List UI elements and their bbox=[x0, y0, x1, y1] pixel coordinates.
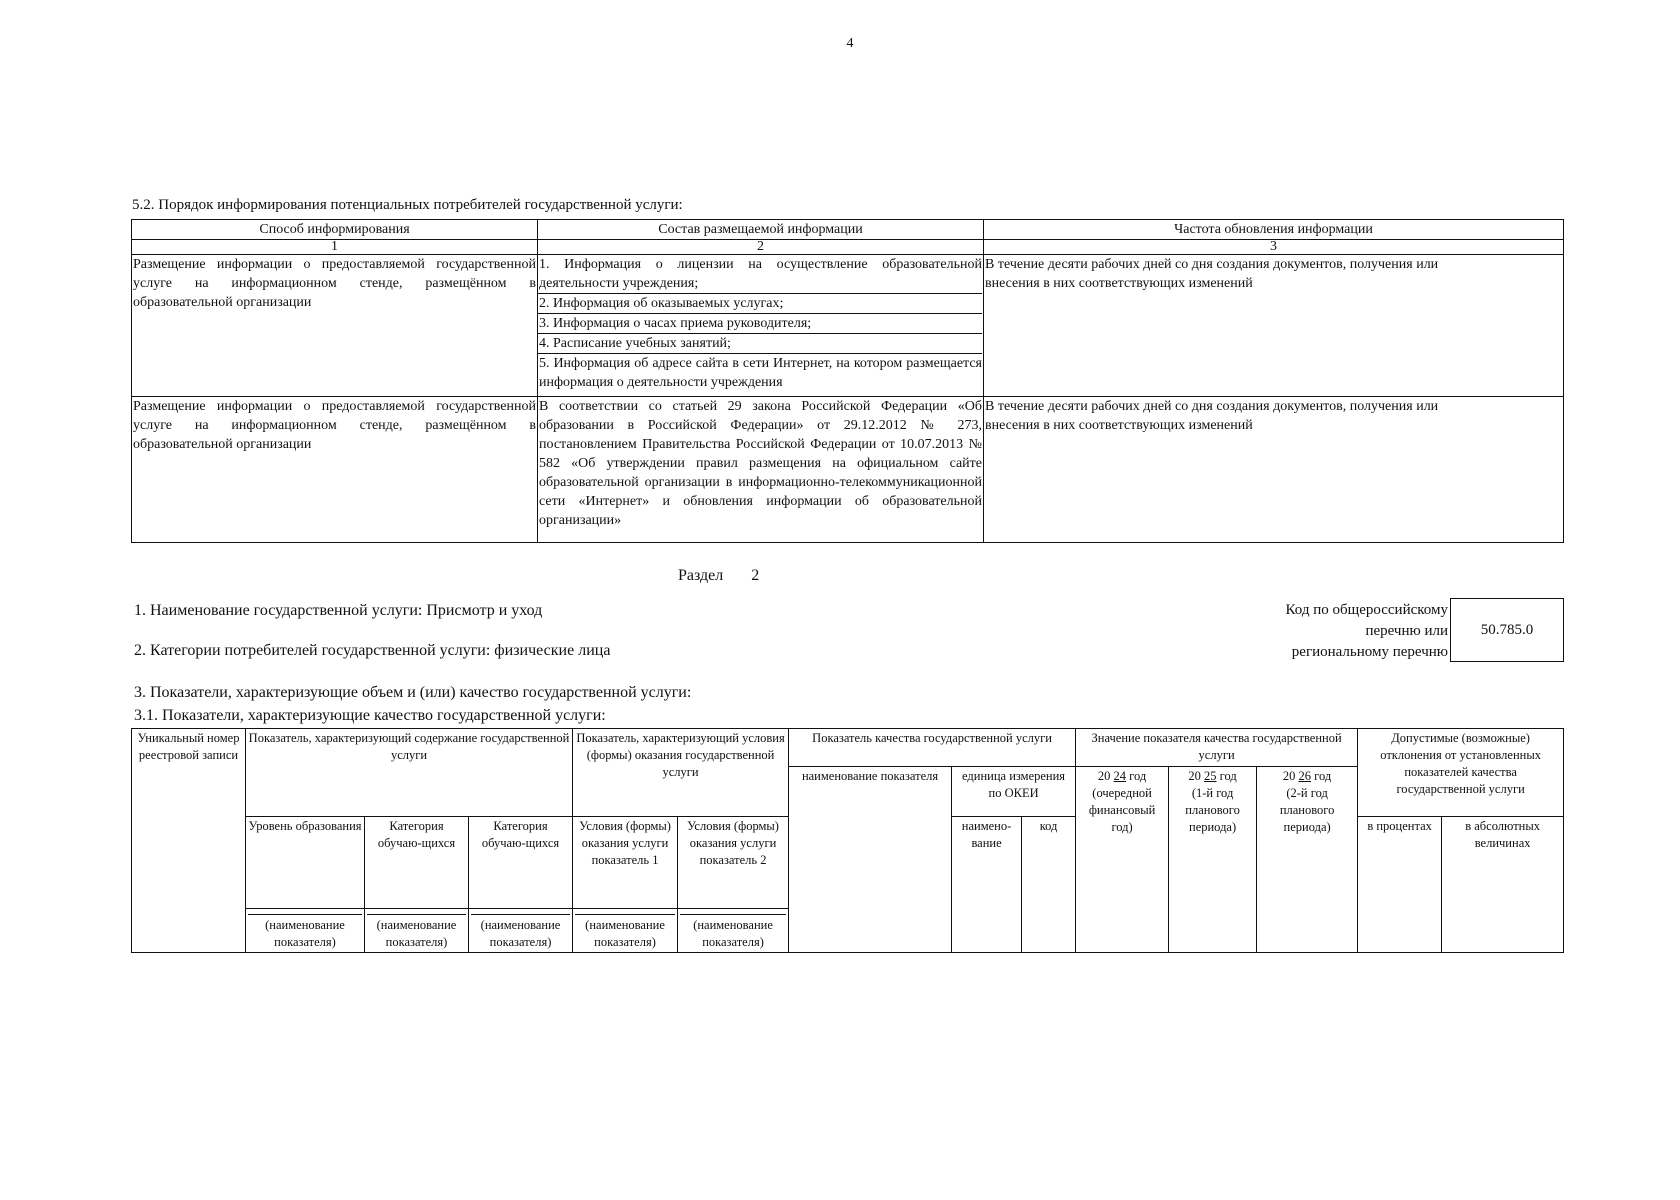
year-3-header bbox=[1257, 767, 1358, 953]
year-suffix: год bbox=[1219, 769, 1237, 783]
year-prefix: 20 bbox=[1188, 769, 1201, 783]
code-label-line-1: Код по общероссийскому bbox=[1285, 602, 1448, 618]
section-label: Раздел bbox=[678, 567, 724, 584]
content-indicator-header: Показатель, характеризующий содержание государственной услуги bbox=[246, 729, 573, 817]
content-item: 1. Информация о лицензии на осуществление образовательной деятельности учреждения; bbox=[539, 257, 982, 291]
year-suffix: год bbox=[1129, 769, 1147, 783]
code-label-line-3: региональному перечню bbox=[1291, 644, 1448, 660]
deviation-percent-header: в процентах bbox=[1358, 817, 1442, 953]
consumer-categories: 2. Категории потребителей государственной услуги: физические лица bbox=[134, 642, 611, 659]
conditions-indicator-header: Показатель, характеризующий условия (формы) оказания государственной услуги bbox=[573, 729, 789, 817]
indicator-name-header: наименование показателя bbox=[789, 767, 952, 953]
year-prefix: 20 bbox=[1097, 769, 1111, 783]
year-prefix: 20 bbox=[1282, 769, 1296, 783]
section-5-2-title: 5.2. Порядок информирования потенциальных потребителей государственной услуги: bbox=[132, 197, 683, 213]
year-note: (2-й год планового периода) bbox=[1279, 786, 1335, 834]
row-2-content: В соответствии со статьей 29 закона Российской Федерации «Об образовании в Российской Федерации» от 29.12.2012 № 273, постановлением Правительства Российской Федерации от 10.07.2013 № 582 «Об утверждении правил размещения на официальном сайте образовательной организации в информационно-телекоммуникационной сети «Интернет» и обновления информации об образовательной организации» bbox=[538, 397, 984, 543]
row-1-content bbox=[538, 255, 984, 397]
table-row bbox=[132, 397, 1564, 543]
year-value: 25 bbox=[1204, 769, 1217, 783]
unit-code-header: код bbox=[1022, 817, 1076, 953]
year-value: 26 bbox=[1298, 769, 1312, 783]
deviation-header: Допустимые (возможные) отклонения от установленных показателей качества государственной услуги bbox=[1358, 729, 1564, 817]
row-2-frequency: В течение десяти рабочих дней со дня создания документов, получения или внесения в них соответствующих изменений bbox=[984, 397, 1564, 543]
name-note bbox=[573, 909, 678, 953]
name-note-text: (наименование показателя) bbox=[248, 914, 362, 951]
name-note bbox=[469, 909, 573, 953]
code-label-line-2: перечню или bbox=[1365, 623, 1448, 639]
year-suffix: год bbox=[1314, 769, 1332, 783]
year-note: (1-й год планового периода) bbox=[1185, 786, 1240, 834]
informing-table bbox=[131, 219, 1564, 543]
name-note bbox=[246, 909, 365, 953]
indicators-heading: 3. Показатели, характеризующие объем и (или) качество государственной услуги: bbox=[134, 684, 692, 701]
name-note-text: (наименование показателя) bbox=[680, 914, 786, 951]
column-number-1: 1 bbox=[132, 240, 538, 255]
unique-number-header: Уникальный номер реестровой записи bbox=[132, 729, 246, 953]
quality-indicators-heading: 3.1. Показатели, характеризующие качество государственной услуги: bbox=[134, 707, 606, 724]
content-col-1: Уровень образования bbox=[246, 817, 365, 909]
section-number: 2 bbox=[751, 567, 760, 584]
table-row bbox=[132, 255, 1564, 397]
row-2-method: Размещение информации о предоставляемой государственной услуге на информационном стенде, размещённом в образовательной организации bbox=[132, 397, 538, 543]
year-2-header bbox=[1169, 767, 1257, 953]
year-note: (очередной финансовый год) bbox=[1088, 786, 1156, 834]
content-col-2: Категория обучаю-щихся bbox=[365, 817, 469, 909]
content-item: 3. Информация о часах приема руководителя; bbox=[538, 313, 982, 333]
content-col-3: Категория обучаю-щихся bbox=[469, 817, 573, 909]
year-1-header bbox=[1076, 767, 1169, 953]
name-note-text: (наименование показателя) bbox=[575, 914, 675, 951]
deviation-absolute-header: в абсолютных величинах bbox=[1442, 817, 1564, 953]
column-number-2: 2 bbox=[538, 240, 984, 255]
header-content: Состав размещаемой информации bbox=[538, 220, 984, 240]
quality-indicators-table bbox=[131, 728, 1564, 953]
registry-code-value: 50.785.0 bbox=[1450, 598, 1564, 662]
content-item: 4. Расписание учебных занятий; bbox=[538, 333, 982, 353]
page-number: 4 bbox=[846, 36, 854, 51]
condition-col-1: Условия (формы) оказания услуги показатель 1 bbox=[573, 817, 678, 909]
section-heading bbox=[678, 567, 759, 585]
service-name: 1. Наименование государственной услуги: Присмотр и уход bbox=[134, 602, 543, 619]
header-frequency: Частота обновления информации bbox=[984, 220, 1564, 240]
unit-name-header: наимено-вание bbox=[952, 817, 1022, 953]
column-number-3: 3 bbox=[984, 240, 1564, 255]
header-method: Способ информирования bbox=[132, 220, 538, 240]
unit-header: единица измерения по ОКЕИ bbox=[952, 767, 1076, 817]
row-1-frequency: В течение десяти рабочих дней со дня создания документов, получения или внесения в них соответствующих изменений bbox=[984, 255, 1564, 397]
condition-col-2: Условия (формы) оказания услуги показатель 2 bbox=[678, 817, 789, 909]
content-item: 5. Информация об адресе сайта в сети Интернет, на котором размещается информация о деятельности учреждения bbox=[538, 353, 982, 392]
name-note-text: (наименование показателя) bbox=[471, 914, 570, 951]
quality-indicator-header: Показатель качества государственной услуги bbox=[789, 729, 1076, 767]
name-note bbox=[365, 909, 469, 953]
registry-code-label bbox=[1240, 600, 1448, 663]
year-value: 24 bbox=[1113, 769, 1127, 783]
content-item: 2. Информация об оказываемых услугах; bbox=[538, 293, 982, 313]
row-1-method: Размещение информации о предоставляемой государственной услуге на информационном стенде, размещённом в образовательной организации bbox=[132, 255, 538, 397]
name-note-text: (наименование показателя) bbox=[367, 914, 466, 951]
value-header: Значение показателя качества государственной услуги bbox=[1076, 729, 1358, 767]
name-note bbox=[678, 909, 789, 953]
